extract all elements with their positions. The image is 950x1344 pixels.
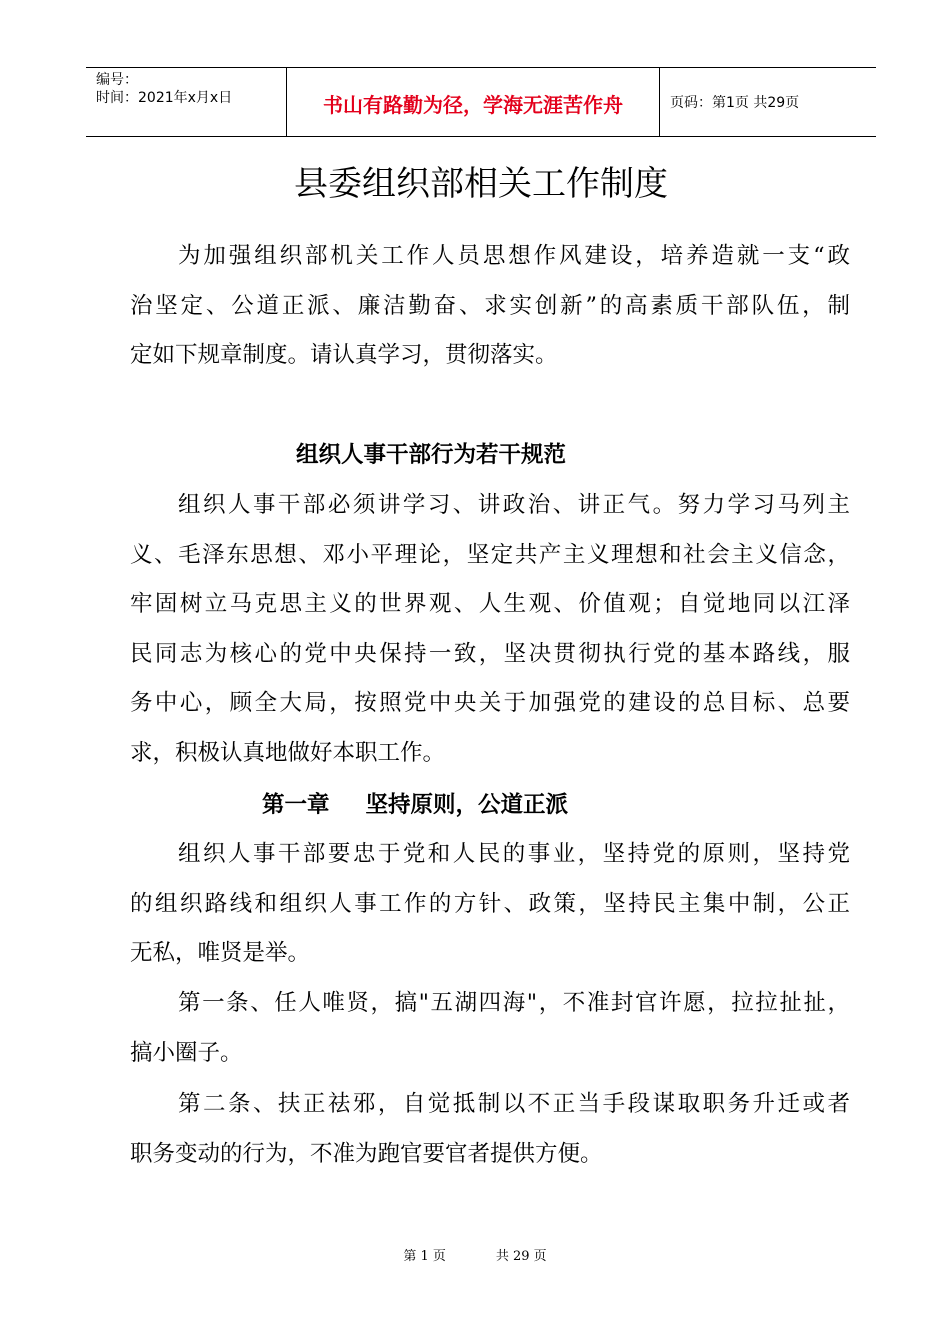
section-line: 民同志为核心的党中央保持一致，坚决贯彻执行党的基本路线，服	[130, 640, 850, 667]
chapter-number: 第一章	[262, 792, 330, 818]
section-paragraph	[130, 481, 850, 778]
footer-page-number: 第 1 页	[403, 1249, 446, 1264]
page-header	[86, 67, 876, 137]
article-line: 第一条、任人唯贤，搞"五湖四海"，不准封官许愿，拉拉扯扯，	[178, 990, 850, 1016]
chapter-line: 无私，唯贤是举。	[130, 940, 311, 966]
document-title: 县委组织部相关工作制度	[294, 164, 668, 204]
document-date-label: 时间：2021年x月x日	[96, 90, 233, 106]
header-motto-cell	[286, 68, 660, 136]
section-line: 义、毛泽东思想、邓小平理论，坚定共产主义理想和社会主义信念，	[130, 541, 850, 568]
document-number-label: 编号：	[96, 72, 138, 88]
page-footer	[0, 1249, 950, 1265]
article-line: 职务变动的行为，不准为跑官要官者提供方便。	[130, 1140, 603, 1167]
footer-total-pages: 共 29 页	[495, 1249, 547, 1264]
section-line: 务中心，顾全大局，按照党中央关于加强党的建设的总目标、总要	[130, 690, 850, 716]
section-heading: 组织人事干部行为若干规范	[296, 442, 567, 468]
article-line: 搞小圈子。	[130, 1039, 243, 1066]
intro-paragraph	[130, 232, 850, 381]
chapter-line: 的组织路线和组织人事工作的方针、政策，坚持民主集中制，公正	[130, 890, 850, 917]
header-motto: 书山有路勤为径，学海无涯苦作舟	[323, 93, 623, 117]
intro-line: 治坚定、公道正派、廉洁勤奋、求实创新”的高素质干部队伍，制	[130, 292, 850, 319]
header-page-info: 页码：第1页 共29页	[670, 95, 800, 111]
section-line: 组织人事干部必须讲学习、讲政治、讲正气。努力学习马列主	[178, 492, 850, 518]
article-1	[130, 979, 850, 1078]
article-line: 第二条、扶正祛邪，自觉抵制以不正当手段谋取职务升迁或者	[178, 1091, 850, 1117]
chapter-line: 组织人事干部要忠于党和人民的事业，坚持党的原则，坚持党	[178, 841, 850, 867]
intro-line: 为加强组织部机关工作人员思想作风建设，培养造就一支“政	[178, 243, 850, 269]
section-line: 牢固树立马克思主义的世界观、人生观、价值观；自觉地同以江泽	[130, 591, 850, 617]
chapter-title: 坚持原则，公道正派	[365, 792, 569, 818]
intro-line: 定如下规章制度。请认真学习，贯彻落实。	[130, 342, 558, 368]
header-page-cell	[660, 68, 876, 136]
article-2	[130, 1080, 850, 1179]
section-line: 求，积极认真地做好本职工作。	[130, 739, 446, 766]
header-left-cell	[86, 68, 286, 136]
chapter-paragraph	[130, 830, 850, 979]
chapter-heading	[262, 790, 568, 820]
